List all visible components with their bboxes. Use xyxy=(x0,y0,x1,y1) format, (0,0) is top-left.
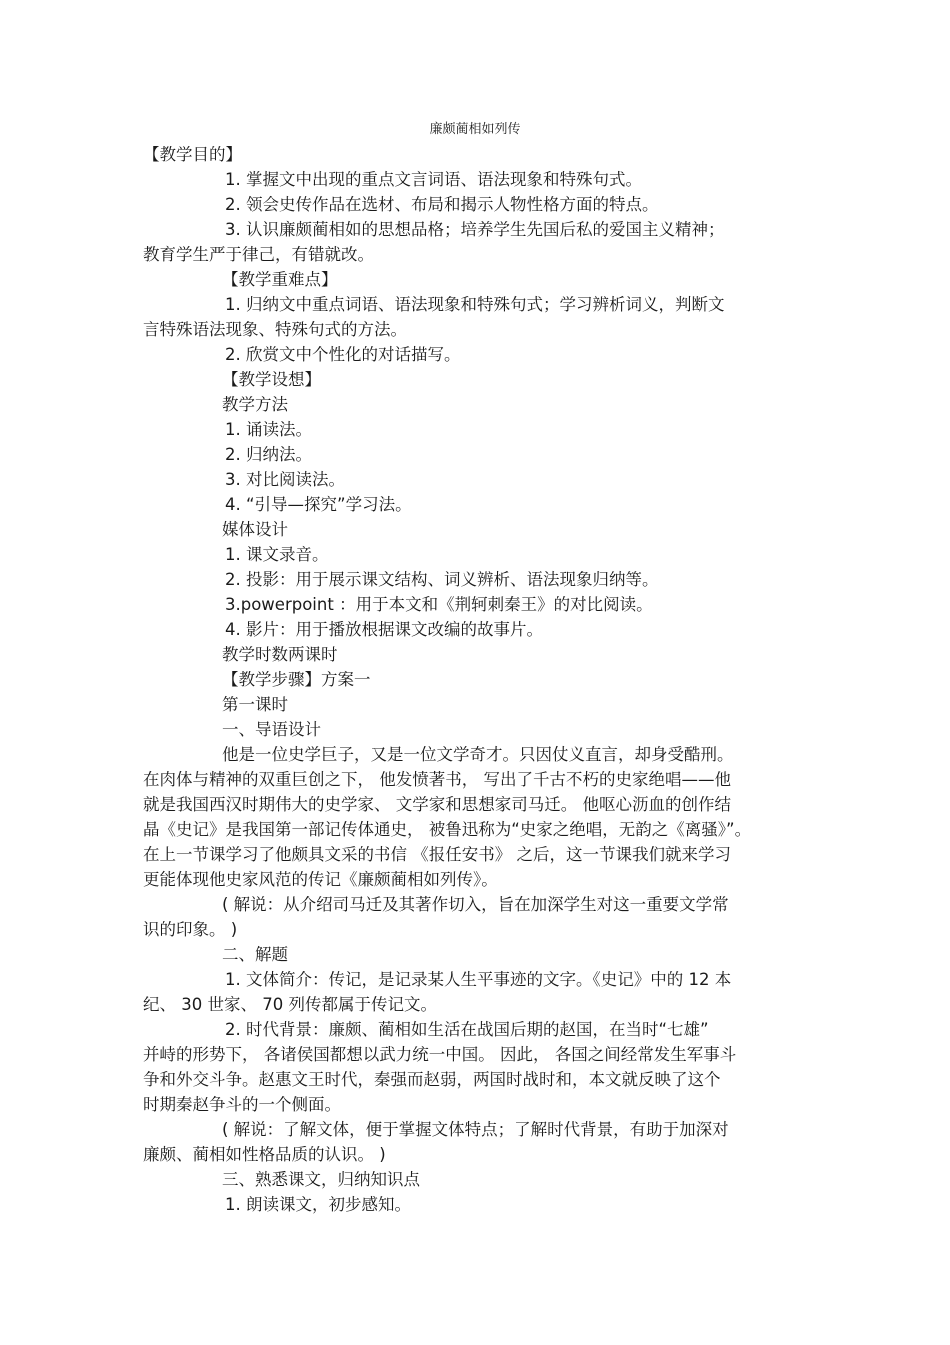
text-line: 教学时数两课时 xyxy=(222,645,338,664)
text-line: 三、熟悉课文，归纳知识点 xyxy=(222,1170,420,1189)
text-line: 【教学重难点】 xyxy=(222,270,338,289)
text-line: 就是我国西汉时期伟大的史学家、 文学家和思想家司马迁。 他呕心沥血的创作结 xyxy=(143,795,731,814)
text-line: 二、解题 xyxy=(222,945,288,964)
text-line: 教育学生严于律己，有错就改。 xyxy=(143,245,374,264)
text-line: 【教学目的】 xyxy=(143,145,242,164)
text-line: 言特殊语法现象、特殊句式的方法。 xyxy=(143,320,407,339)
text-line: 媒体设计 xyxy=(222,520,288,539)
text-line: 更能体现他史家风范的传记《廉颇蔺相如列传》。 xyxy=(143,870,498,889)
text-line: 2. 领会史传作品在选材、布局和揭示人物性格方面的特点。 xyxy=(225,195,659,214)
text-line: 3. 对比阅读法。 xyxy=(225,470,345,489)
text-line: 争和外交斗争。赵惠文王时代，秦强而赵弱，两国时战时和，本文就反映了这个 xyxy=(143,1070,721,1089)
text-line: 【教学步骤】方案一 xyxy=(222,670,371,689)
text-line: 1. 课文录音。 xyxy=(225,545,329,564)
text-line: 并峙的形势下， 各诸侯国都想以武力统一中国。 因此， 各国之间经常发生军事斗 xyxy=(143,1045,737,1064)
text-line: 纪、 30 世家、 70 列传都属于传记文。 xyxy=(143,995,437,1014)
text-line: 3. 认识廉颇蔺相如的思想品格；培养学生先国后私的爱国主义精神； xyxy=(225,220,725,239)
text-line: 4. “引导—探究”学习法。 xyxy=(225,495,412,514)
text-line: 时期秦赵争斗的一个侧面。 xyxy=(143,1095,341,1114)
text-line: 2. 归纳法。 xyxy=(225,445,312,464)
text-line: 3.powerpoint ：用于本文和《荆轲刺秦王》的对比阅读。 xyxy=(225,595,653,614)
text-line: 2. 欣赏文中个性化的对话描写。 xyxy=(225,345,461,364)
text-line: 在肉体与精神的双重巨创之下， 他发愤著书， 写出了千古不朽的史家绝唱——他 xyxy=(143,770,731,789)
document-title: 廉颇蔺相如列传 xyxy=(429,122,521,137)
text-line: 晶《史记》是我国第一部记传体通史， 被鲁迅称为“史家之绝唱，无韵之《离骚》”。 xyxy=(143,820,752,839)
text-line: 1. 诵读法。 xyxy=(225,420,312,439)
text-line: 第一课时 xyxy=(222,695,288,714)
text-line: 他是一位史学巨子，又是一位文学奇才。只因仗义直言，却身受酷刑。 xyxy=(222,745,734,764)
text-line: 1. 归纳文中重点词语、语法现象和特殊句式；学习辨析词义，判断文 xyxy=(225,295,725,314)
text-line: ( 解说：了解文体，便于掌握文体特点；了解时代背景，有助于加深对 xyxy=(222,1120,729,1139)
text-line: 1. 朗读课文，初步感知。 xyxy=(225,1195,411,1214)
text-line: 廉颇、蔺相如性格品质的认识。 ) xyxy=(143,1145,386,1164)
text-line: 1. 掌握文中出现的重点文言词语、语法现象和特殊句式。 xyxy=(225,170,642,189)
text-line: 在上一节课学习了他颇具文采的书信 《报任安书》 之后，这一节课我们就来学习 xyxy=(143,845,731,864)
text-line: 2. 投影：用于展示课文结构、词义辨析、语法现象归纳等。 xyxy=(225,570,659,589)
text-line: 4. 影片：用于播放根据课文改编的故事片。 xyxy=(225,620,543,639)
text-line: ( 解说：从介绍司马迁及其著作切入，旨在加深学生对这一重要文学常 xyxy=(222,895,729,914)
text-line: 一、导语设计 xyxy=(222,720,321,739)
text-line: 1. 文体简介：传记，是记录某人生平事迹的文字。《史记》中的 12 本 xyxy=(225,970,732,989)
text-line: 教学方法 xyxy=(222,395,288,414)
text-line: 识的印象。 ) xyxy=(143,920,238,939)
text-line: 【教学设想】 xyxy=(222,370,321,389)
text-line: 2. 时代背景：廉颇、蔺相如生活在战国后期的赵国，在当时“七雄” xyxy=(225,1020,709,1039)
